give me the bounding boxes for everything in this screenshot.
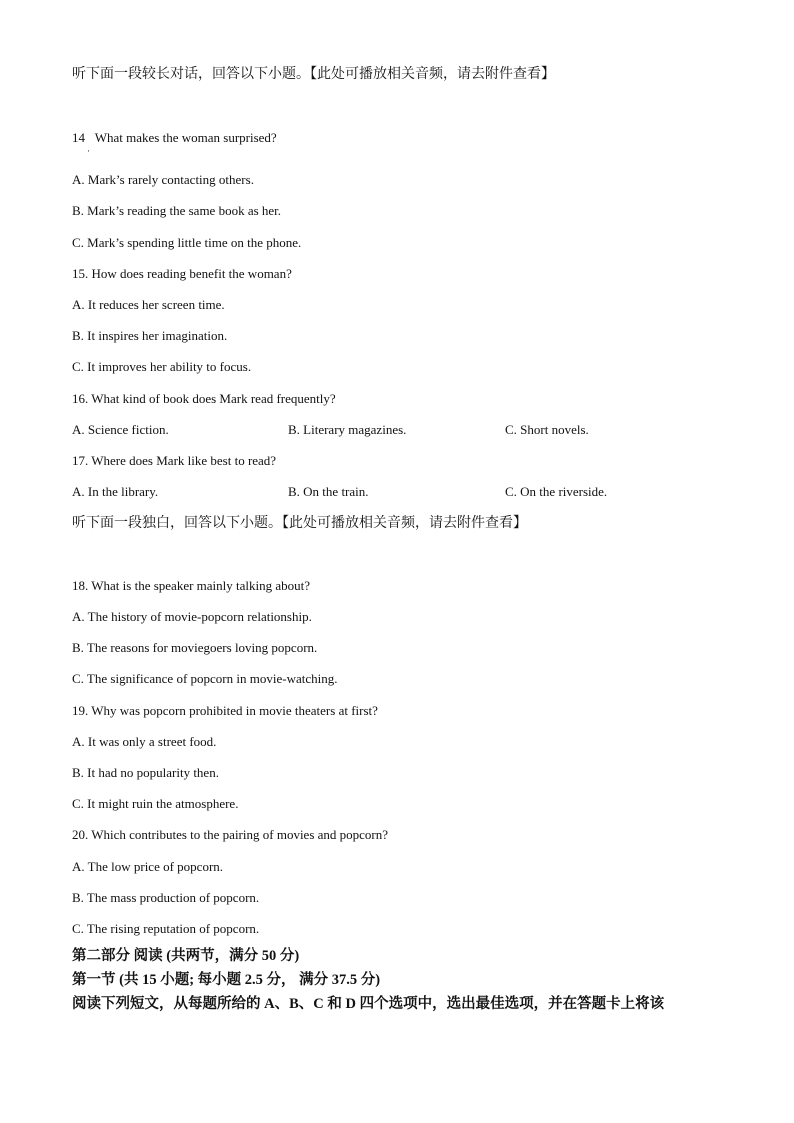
question-15-option-c: C. It improves her ability to focus. — [72, 359, 252, 374]
question-14-option-b: B. Mark’s reading the same book as her. — [72, 203, 282, 218]
question-14-option-c: C. Mark’s spending little time on the phone. — [72, 235, 302, 250]
question-19-option-a: A. It was only a street food. — [72, 734, 217, 749]
question-14-stem — [72, 130, 277, 146]
question-20-option-a: A. The low price of popcorn. — [72, 859, 224, 874]
question-16-option-b: B. Literary magazines. — [288, 422, 407, 437]
question-20-stem: 20. Which contributes to the pairing of movies and popcorn? — [72, 827, 389, 842]
part2-instructions: 阅读下列短文，从每题所给的 A、B、C 和 D 四个选项中，选出最佳选项，并在答题卡上将该 — [72, 996, 665, 1012]
question-17-option-a: A. In the library. — [72, 484, 159, 499]
decorative-dot: · — [87, 146, 90, 156]
question-16-option-a: A. Science fiction. — [72, 422, 169, 437]
question-19-option-b: B. It had no popularity then. — [72, 765, 219, 780]
question-16-option-c: C. Short novels. — [505, 422, 589, 437]
question-20-option-c: C. The rising reputation of popcorn. — [72, 921, 260, 936]
question-18-option-c: C. The significance of popcorn in movie-watching. — [72, 671, 338, 686]
section1-intro: 听下面一段较长对话，回答以下小题。【此处可播放相关音频，请去附件查看】 — [72, 67, 555, 82]
question-20-option-b: B. The mass production of popcorn. — [72, 890, 260, 905]
question-17-option-c: C. On the riverside. — [505, 484, 608, 499]
question-19-option-c: C. It might ruin the atmosphere. — [72, 796, 239, 811]
question-17-option-b: B. On the train. — [288, 484, 369, 499]
question-18-option-a: A. The history of movie-popcorn relationship. — [72, 609, 312, 624]
section2-intro: 听下面一段独白，回答以下小题。【此处可播放相关音频，请去附件查看】 — [72, 516, 527, 531]
question-14-text: What makes the woman surprised? — [94, 130, 277, 145]
question-19-stem: 19. Why was popcorn prohibited in movie theaters at first? — [72, 703, 378, 718]
question-15-stem: 15. How does reading benefit the woman? — [72, 266, 292, 281]
question-17-stem: 17. Where does Mark like best to read? — [72, 453, 277, 468]
question-18-option-b: B. The reasons for moviegoers loving popcorn. — [72, 640, 318, 655]
question-14-number: 14 — [72, 130, 85, 145]
question-15-option-b: B. It inspires her imagination. — [72, 328, 228, 343]
question-15-option-a: A. It reduces her screen time. — [72, 297, 225, 312]
part2-heading: 第二部分 阅读 (共两节，满分 50 分) — [72, 948, 300, 964]
question-14-option-a: A. Mark’s rarely contacting others. — [72, 172, 254, 187]
part2-section1-heading: 第一节 (共 15 小题; 每小题 2.5 分， 满分 37.5 分) — [72, 972, 381, 988]
question-16-stem: 16. What kind of book does Mark read frequently? — [72, 391, 336, 406]
question-18-stem: 18. What is the speaker mainly talking about? — [72, 578, 311, 593]
